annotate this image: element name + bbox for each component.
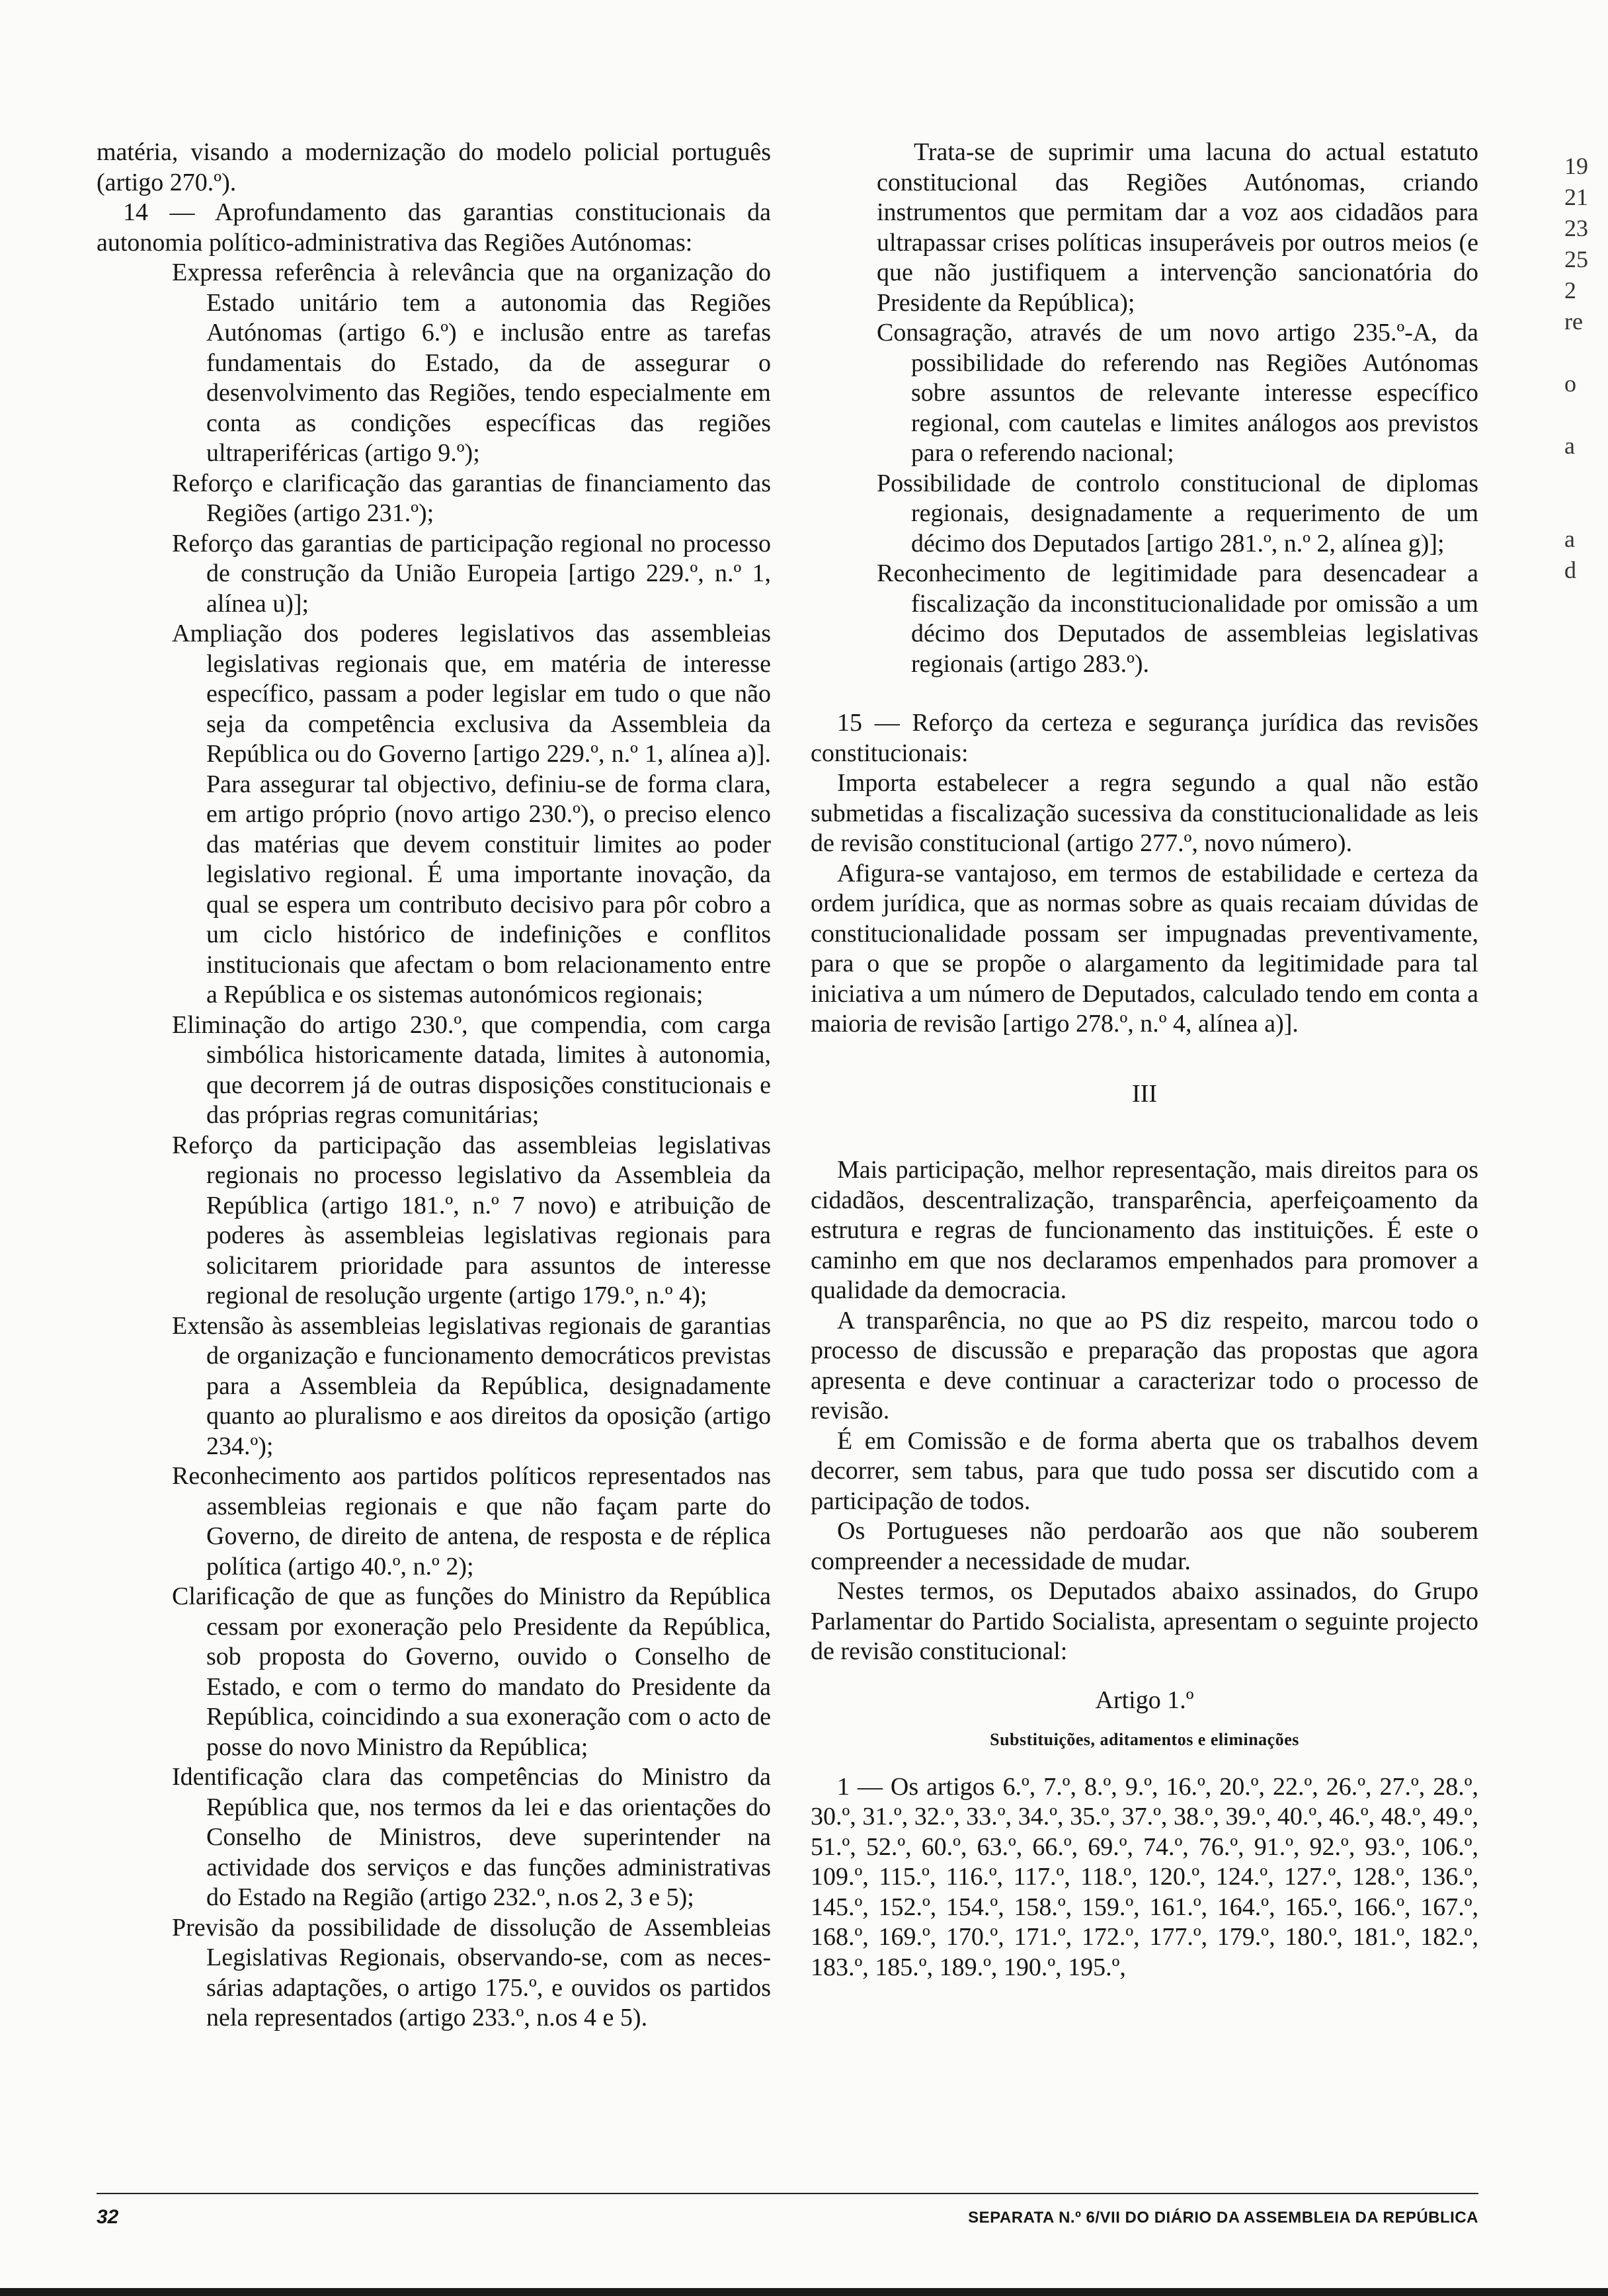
article-paragraph: 1 — Os artigos 6.º, 7.º, 8.º, 9.º, 16.º, 20.º, 22.º, 26.º, 27.º, 28.º, 30.º, 31.º, 32.º, 33.º, 34.º, 35.º, 37.º, 38.º, 39.º, 40.º, 46.º, 48.º, 49.º, 51.º, 52.º, 60.º, 63.º, 66.º, 69.º, 74.º, 76.º, 91.º, 92.º, 93.º, 106.º, 109.º, 115.º, 116.º, 117.º, 118.º, 120.º, 124.º, 127.º, 128.º, 136.º, 145.º, 152.º, 154.º, 158.º, 159.º, 161.º, 164.º, 165.º, 166.º, 167.º, 168.º, 169.º, 170.º, 171.º, 172.º, 177.º, 179.º, 180.º, 181.º, 182.º, 183.º, 185.º, 189.º, 190.º, 195.º,	[811, 1772, 1478, 1981]
list-item: Ampliação dos poderes legislativos das assembleias legislativas regionais que, em matéria de interesse específico, passam a poder legislar em tudo o que não seja da competência exclusiva da Assembleia da República ou do Governo [artigo 229.º, n.º 1, alínea a)]. Para assegurar tal objectivo, definiu-se de forma clara, em artigo próprio (novo artigo 230.º), o preciso elenco das matérias que devem constituir limites ao poder legislativo regional. É uma importante inovação, da qual se espera um contributo decisivo para pôr cobro a um ciclo histórico de indefinições e conflitos institucionais que afectam o bom relacionamento entre a República e os sistemas autonómicos regionais;	[172, 620, 771, 1008]
margin-fragment: d	[1564, 557, 1576, 583]
list-item: Clarificação de que as funções do Ministro da República cessam por exoneração pelo Presidente da República, sob proposta do Governo, ouvido o Conselho de Estado, e com o termo do mandato do Presidente da República, coincidindo a sua exoneração com o acto de posse do novo Ministro da República;	[172, 1582, 771, 1761]
margin-fragment	[1564, 462, 1608, 493]
list-item: Consagração, através de um novo artigo 235.º-A, da possibilidade do referendo nas Regiões Autónomas sobre assuntos de relevante interesse específico regional, com cautelas e limites análogos aos previstos para o referendo nacional;	[877, 319, 1478, 467]
margin-fragment	[1564, 493, 1608, 524]
list-item-continuation: Trata-se de suprimir uma lacuna do actual estatuto constitucional das Regiões Autónomas, criando instrumentos que permitam dar a voz aos cidadãos para ultrapassar crises políticas insuperáveis por outros meios (e que não justifiquem a intervenção sancionatória do Presidente da República);	[877, 138, 1478, 317]
margin-fragments	[1564, 151, 1608, 586]
item-15-paragraph: Afigura-se vantajoso, em termos de estabilidade e certeza da ordem jurídica, que as normas sobre as quais recaiam dúvidas de constitucionalidade possam ser impugnadas preventivamente, para o que se propõe o alargamento da legitimidade para tal iniciativa a um número de Deputados, calculado tendo em conta a maioria de revisão [artigo 278.º, n.º 4, alínea a)].	[811, 859, 1478, 1038]
list-item: Expressa referência à relevância que na organização do Estado unitário tem a autonomia das Regiões Autónomas (artigo 6.º) e inclusão entre as tarefas fundamentais do Estado, da de assegurar o desenvolvimento das Regiões, tendo especialmente em conta as condições específicas das regiões ultraperiféricas (artigo 9.º);	[172, 259, 771, 467]
margin-fragment	[1564, 399, 1608, 430]
list-item: Previsão da possibilidade de dissolução de Assembleias Legislativas Regionais, observando-se, com as neces-sárias adaptações, o artigo 175.º, e ouvidos os partidos nela representados (artigo 233.º, n.os 4 e 5).	[172, 1913, 771, 2031]
item-14-list	[172, 258, 771, 2033]
margin-fragment: 25	[1564, 246, 1588, 272]
section-paragraph: Os Portugueses não perdoarão aos que não souberem compreender a necessidade de mudar.	[811, 1517, 1478, 1575]
margin-fragment: o	[1564, 370, 1576, 397]
margin-fragment	[1564, 337, 1608, 368]
margin-fragment: 2	[1564, 277, 1576, 304]
left-intro-paragraph: matéria, visando a modernização do modelo policial português (artigo 270.º).	[97, 138, 771, 196]
margin-fragment: 23	[1564, 215, 1588, 241]
right-column	[811, 138, 1478, 1983]
list-item: Reforço das garantias de participação regional no processo de construção da União Europeia [artigo 229.º, n.º 1, alínea u)];	[172, 529, 771, 618]
item-15-paragraph: Importa estabelecer a regra segundo a qual não estão submetidas a fiscalização sucessiva da constitucionalidade as leis de revisão constitucional (artigo 277.º, novo número).	[811, 769, 1478, 857]
article-subtitle: Substituições, aditamentos e eliminações	[990, 1730, 1299, 1749]
running-head: SEPARATA N.º 6/VII DO DIÁRIO DA ASSEMBLEIA DA REPÚBLICA	[968, 2209, 1478, 2227]
right-list	[877, 138, 1478, 679]
list-item: Eliminação do artigo 230.º, que compendia, com carga simbólica historicamente datada, limites à autonomia, que decorrem já de outras disposições constitucionais e das próprias regras comunitárias;	[172, 1010, 771, 1129]
list-item: Possibilidade de controlo constitucional de diplomas regionais, designadamente a requerimento de um décimo dos Deputados [artigo 281.º, n.º 2, alínea g)];	[877, 469, 1478, 557]
page-number: 32	[97, 2206, 119, 2228]
list-item: Reforço da participação das assembleias legislativas regionais no processo legislativo da Assembleia da República (artigo 181.º, n.º 7 novo) e atribuição de poderes às assembleias legislativas regionais para solicitarem prioridade para assuntos de interesse regional de resolução urgente (artigo 179.º, n.º 4);	[172, 1131, 771, 1309]
item-14-heading: 14 — Aprofundamento das garantias constitucionais da autonomia político-administrativa das Regiões Autónomas:	[97, 198, 771, 257]
footer-rule	[97, 2193, 1478, 2194]
section-paragraph: Mais participação, melhor representação, mais direitos para os cidadãos, descentralização, transparência, aperfeiçoamento da estrutura e regras de funcionamento das instituições. É este o caminho em que nos declaramos empenhados para promover a qualidade da democracia.	[811, 1156, 1478, 1304]
margin-fragment: a	[1564, 526, 1575, 552]
section-paragraph: A transparência, no que ao PS diz respeito, marcou todo o processo de discussão e preparação das propostas que agora apresenta e deve continuar a caracterizar todo o processo de revisão.	[811, 1306, 1478, 1424]
section-paragraph: Nestes termos, os Deputados abaixo assinados, do Grupo Parlamentar do Partido Socialista, apresentam o seguinte projecto de revisão constitucional:	[811, 1577, 1478, 1665]
item-15-heading: 15 — Reforço da certeza e segurança jurídica das revisões constitucionais:	[811, 709, 1478, 767]
scan-edge	[0, 2288, 1608, 2296]
margin-fragment: a	[1564, 432, 1575, 459]
margin-fragment: 21	[1564, 184, 1588, 210]
margin-fragment: re	[1564, 308, 1583, 335]
list-item: Extensão às assembleias legislativas regionais de garantias de organização e funcionamento democráticos previstas para a Assembleia da República, designadamente quanto ao pluralismo e aos direitos da oposição (artigo 234.º);	[172, 1311, 771, 1460]
list-item: Reconhecimento de legitimidade para desencadear a fiscalização da inconstitucionalidade por omissão a um décimo dos Deputados de assembleias legislativas regionais (artigo 283.º).	[877, 559, 1478, 678]
section-paragraph: É em Comissão e de forma aberta que os trabalhos devem decorrer, sem tabus, para que tudo possa ser discutido com a participação de todos.	[811, 1426, 1478, 1515]
margin-fragment: 19	[1564, 153, 1588, 179]
article-title: Artigo 1.º	[1095, 1686, 1194, 1714]
list-item: Reconhecimento aos partidos políticos representados nas assembleias regionais e que não façam parte do Governo, de direito de antena, de resposta e de réplica política (artigo 40.º, n.º 2);	[172, 1462, 771, 1580]
list-item: Reforço e clarificação das garantias de financiamento das Regiões (artigo 231.º);	[172, 469, 771, 527]
left-column	[97, 138, 771, 2033]
list-item: Identificação clara das competências do Ministro da República que, nos termos da lei e das orientações do Conselho de Ministros, deve superintender na actividade dos serviços e das funções administrativas do Estado na Região (artigo 232.º, n.os 2, 3 e 5);	[172, 1763, 771, 1911]
section-heading: III	[1132, 1079, 1157, 1108]
